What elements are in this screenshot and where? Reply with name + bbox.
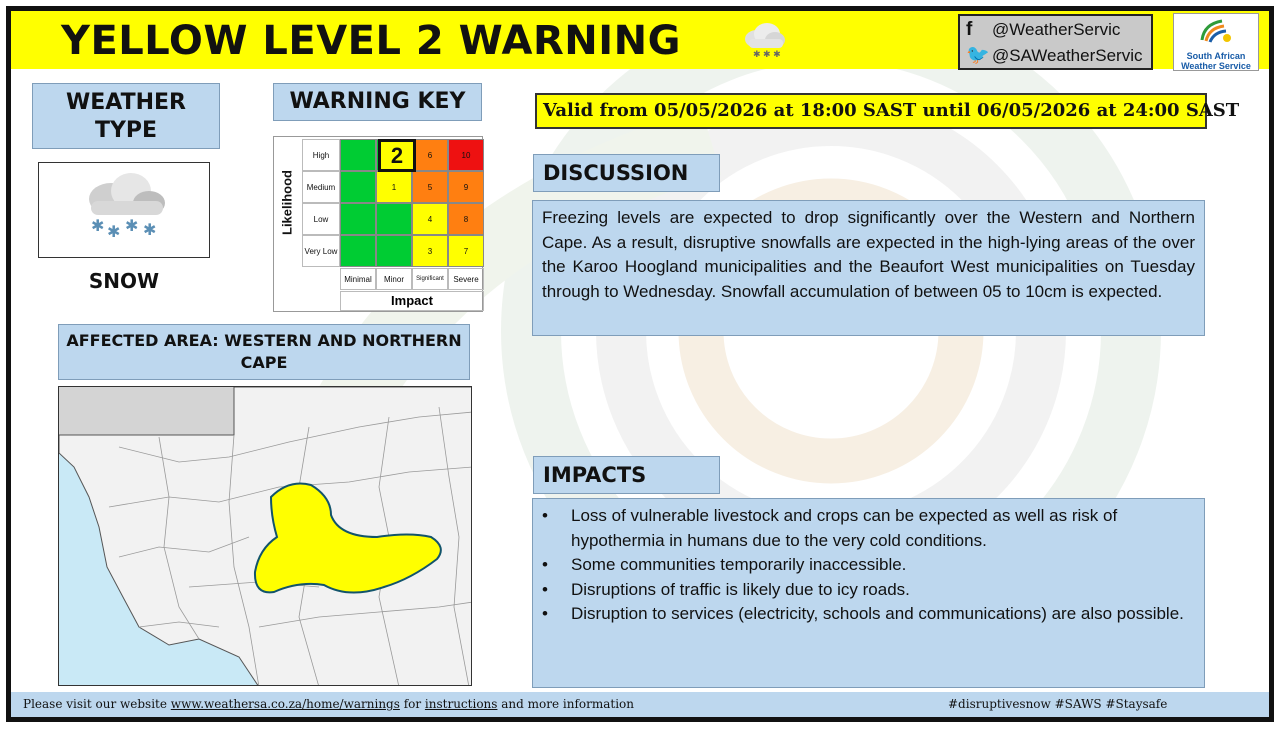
saws-emblem-icon: [1196, 16, 1236, 46]
warning-key-matrix: [273, 136, 483, 312]
footer-mid: for: [399, 697, 425, 711]
snow-icon: [39, 163, 211, 259]
instructions-link[interactable]: instructions: [424, 697, 498, 711]
affected-area-map: [58, 386, 472, 686]
weather-type-icon-box: [38, 162, 210, 258]
logo-line-2: Weather Service: [1181, 61, 1251, 71]
weather-type-label: SNOW: [88, 269, 160, 293]
current-level-indicator: 2: [378, 139, 416, 172]
matrix-cell: [376, 235, 412, 267]
saws-logo: [1173, 13, 1259, 71]
snow-cloud-icon: [739, 19, 789, 59]
logo-line-1: South African: [1186, 51, 1246, 61]
twitter-icon: 🐦: [966, 45, 990, 66]
social-handles: [958, 14, 1153, 70]
footer-prefix: Please visit our website: [23, 697, 171, 711]
twitter-row[interactable]: [966, 43, 1142, 67]
likelihood-row-label: Medium: [302, 171, 340, 203]
facebook-icon: f: [966, 19, 973, 40]
likelihood-row-label: Low: [302, 203, 340, 235]
facebook-handle: @WeatherServic: [992, 20, 1121, 39]
impact-column-label: Minor: [376, 268, 412, 290]
svg-text:✱ ✱ ✱: ✱ ✱ ✱: [753, 49, 781, 59]
discussion-heading: DISCUSSION: [533, 154, 720, 192]
impact-item: • Loss of vulnerable livestock and crops can be expected as well as risk of hypothermia in humans due to the very cold conditions.: [571, 504, 1195, 553]
impact-column-label: Severe: [448, 268, 484, 290]
matrix-cell: [340, 139, 376, 171]
weather-type-heading: WEATHER TYPE: [32, 83, 220, 149]
matrix-cell: [340, 235, 376, 267]
likelihood-row-label: High: [302, 139, 340, 171]
footer-info: [23, 692, 634, 717]
svg-text:✱: ✱: [107, 224, 121, 241]
matrix-cell: 5: [412, 171, 448, 203]
impact-column-label: Minimal: [340, 268, 376, 290]
matrix-cell: 1: [376, 171, 412, 203]
validity-banner: Valid from 05/05/2026 at 18:00 SAST until 06/05/2026 at 24:00 SAST: [535, 93, 1207, 129]
map-graphic: [59, 387, 472, 686]
facebook-row[interactable]: [966, 19, 1120, 43]
svg-text:✱: ✱: [91, 218, 105, 235]
matrix-cell: 10: [448, 139, 484, 171]
matrix-cell: 6: [412, 139, 448, 171]
matrix-cell: [376, 203, 412, 235]
matrix-cell: 4: [412, 203, 448, 235]
impact-item: • Some communities temporarily inaccessible.: [571, 553, 1195, 578]
impact-column-label: Significant: [412, 268, 448, 290]
impacts-heading: IMPACTS: [533, 456, 720, 494]
map-neighbour-region: [59, 387, 234, 435]
footer-bar: [11, 692, 1269, 717]
impact-item: • Disruptions of traffic is likely due to icy roads.: [571, 578, 1195, 603]
impact-axis-label: Impact: [340, 291, 484, 311]
svg-text:✱: ✱: [125, 218, 139, 235]
likelihood-row-label: Very Low: [302, 235, 340, 267]
warning-key-heading: WARNING KEY: [273, 83, 482, 121]
matrix-cell: [340, 171, 376, 203]
matrix-cell: 9: [448, 171, 484, 203]
matrix-cell: 3: [412, 235, 448, 267]
impact-item: • Disruption to services (electricity, schools and communications) are also possible.: [571, 602, 1195, 627]
matrix-cell: 7: [448, 235, 484, 267]
header-bar: [11, 11, 1269, 69]
matrix-cell: 8: [448, 203, 484, 235]
footer-suffix: and more information: [497, 697, 635, 711]
affected-area-heading: AFFECTED AREA: WESTERN AND NORTHERN CAPE: [58, 324, 470, 380]
footer-hashtags: #disruptivesnow #SAWS #Staysafe: [948, 697, 1168, 711]
page-title: YELLOW LEVEL 2 WARNING: [61, 18, 681, 64]
website-link[interactable]: www.weathersa.co.za/home/warnings: [170, 697, 400, 711]
impacts-list: [532, 498, 1205, 688]
svg-text:✱: ✱: [143, 222, 157, 239]
warning-poster: [6, 6, 1274, 722]
twitter-handle: @SAWeatherServic: [992, 46, 1143, 65]
likelihood-axis-label: Likelihood: [279, 170, 295, 235]
matrix-cell: [340, 203, 376, 235]
discussion-text: Freezing levels are expected to drop significantly over the Western and Northern Cape. As a result, disruptive snowfalls are expected in the high-lying areas of the over the Karoo Hoogland municipalities and the Beaufort West municipalities on Tuesday through to Wednesday. Snowfall accumulation of between 05 to 10cm is expected.: [532, 200, 1205, 336]
